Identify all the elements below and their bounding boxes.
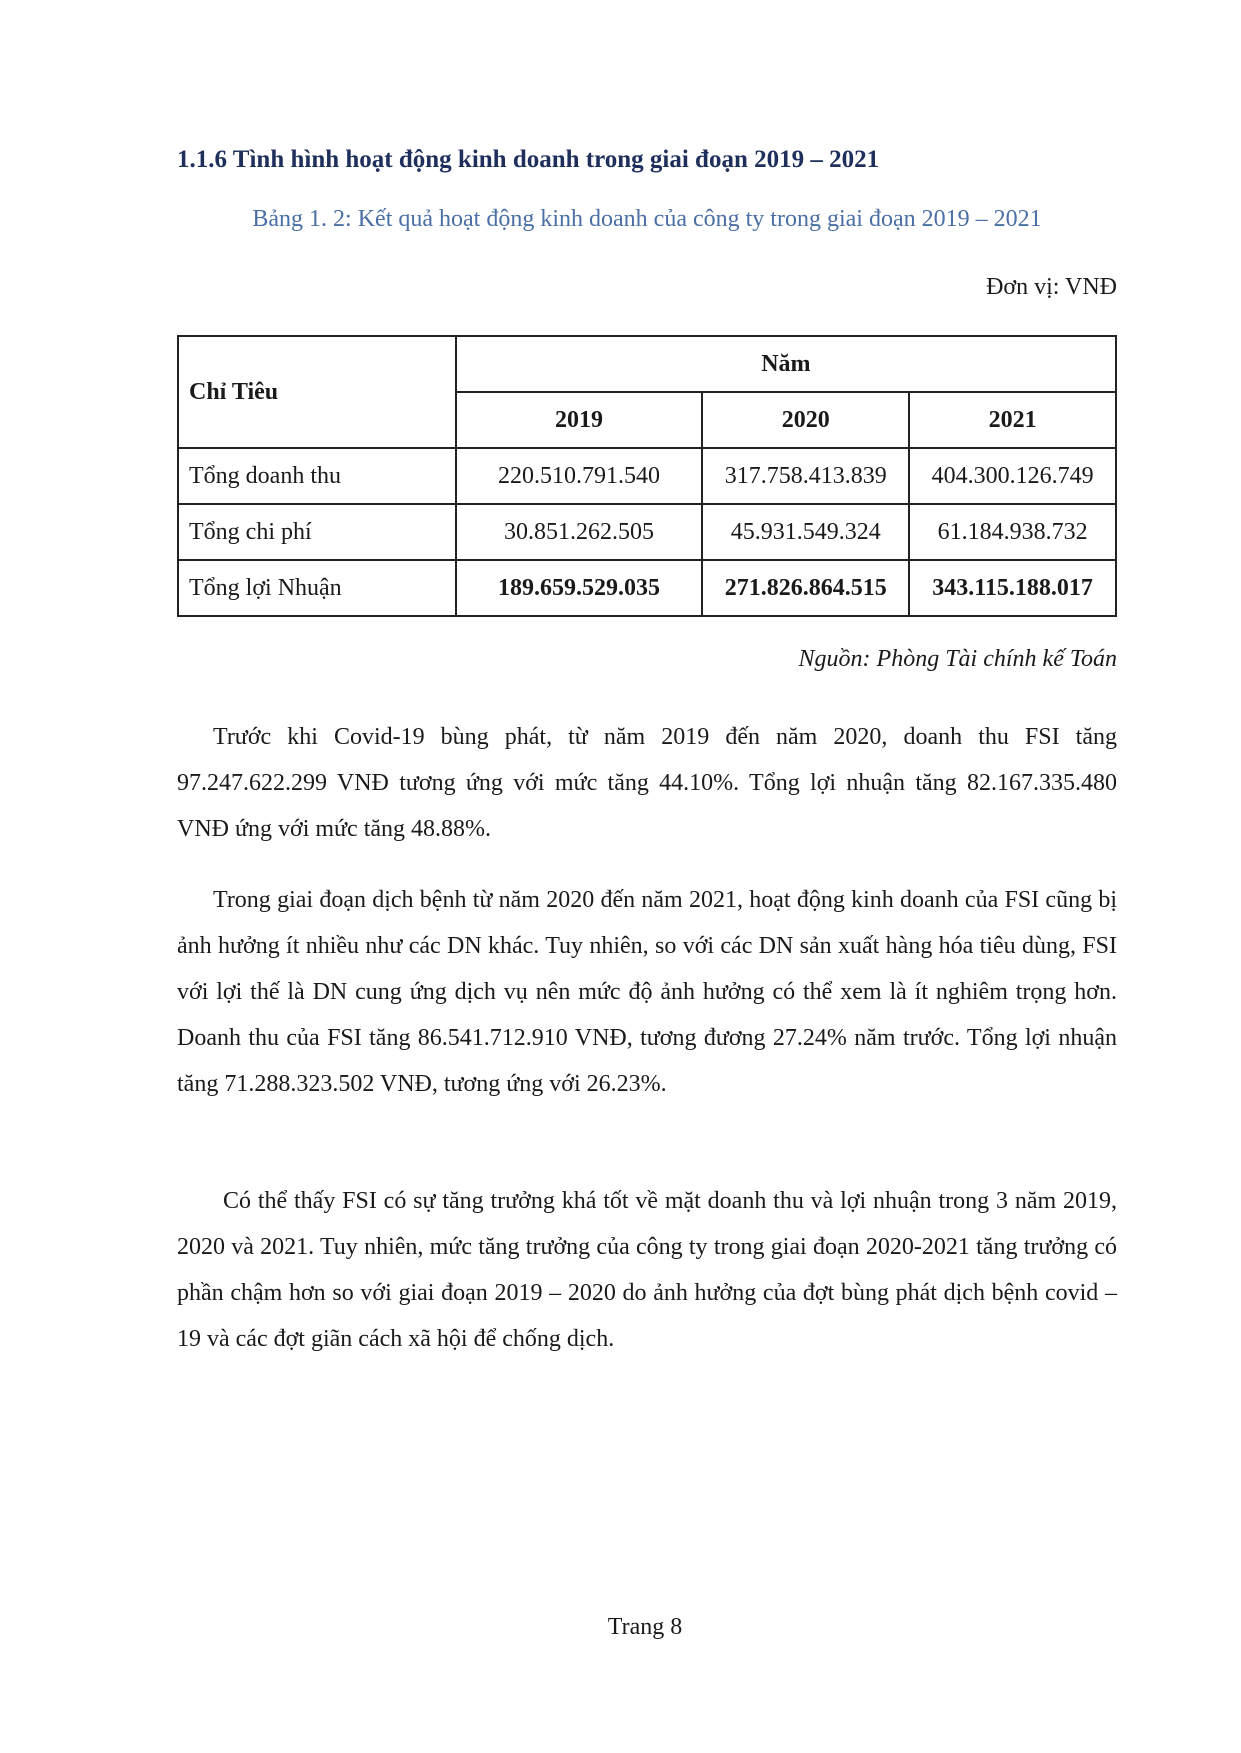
- table-row: [178, 560, 1116, 616]
- cell-value: 189.659.529.035: [456, 560, 703, 616]
- label-column-header: Chỉ Tiêu: [178, 336, 456, 448]
- year-header-2021: 2021: [909, 392, 1116, 448]
- row-label-cost: Tổng chi phí: [178, 504, 456, 560]
- section-heading: 1.1.6 Tình hình hoạt động kinh doanh trong giai đoạn 2019 – 2021: [177, 146, 880, 173]
- year-header-2019: 2019: [456, 392, 703, 448]
- cell-value: 317.758.413.839: [702, 448, 909, 504]
- cell-value: 220.510.791.540: [456, 448, 703, 504]
- cell-value: 404.300.126.749: [909, 448, 1116, 504]
- cell-value: 30.851.262.505: [456, 504, 703, 560]
- year-header-2020: 2020: [702, 392, 909, 448]
- table-caption: Bảng 1. 2: Kết quả hoạt động kinh doanh của công ty trong giai đoạn 2019 – 2021: [252, 206, 1042, 232]
- year-group-header: Năm: [456, 336, 1116, 392]
- table-source: Nguồn: Phòng Tài chính kế Toán: [798, 646, 1117, 672]
- cell-value: 343.115.188.017: [909, 560, 1116, 616]
- paragraph-pre-covid: Trước khi Covid-19 bùng phát, từ năm 2019 đến năm 2020, doanh thu FSI tăng 97.247.622.299 VNĐ tương ứng với mức tăng 44.10%. Tổng lợi nhuận tăng 82.167.335.480 VNĐ ứng với mức tăng 48.88%.: [177, 724, 1117, 842]
- business-results-table: [177, 335, 1117, 617]
- paragraph-conclusion: Có thể thấy FSI có sự tăng trưởng khá tốt về mặt doanh thu và lợi nhuận trong 3 năm 2019, 2020 và 2021. Tuy nhiên, mức tăng trưởng của công ty trong giai đoạn 2020-2021 tăng trưởng có phần chậm hơn so với giai đoạn 2019 – 2020 do ảnh hưởng của đợt bùng phát dịch bệnh covid – 19 và các đợt giãn cách xã hội để chống dịch.: [177, 1188, 1117, 1352]
- table-header-row: [178, 336, 1116, 392]
- cell-value: 45.931.549.324: [702, 504, 909, 560]
- row-label-revenue: Tổng doanh thu: [178, 448, 456, 504]
- unit-label: Đơn vị: VNĐ: [986, 274, 1117, 300]
- page-number: Trang 8: [607, 1614, 683, 1640]
- cell-value: 61.184.938.732: [909, 504, 1116, 560]
- table-row: [178, 448, 1116, 504]
- paragraph-pandemic-period: Trong giai đoạn dịch bệnh từ năm 2020 đến năm 2021, hoạt động kinh doanh của FSI cũng bị ảnh hưởng ít nhiều như các DN khác. Tuy nhiên, so với các DN sản xuất hàng hóa tiêu dùng, FSI với lợi thế là DN cung ứng dịch vụ nên mức độ ảnh hưởng có thể xem là ít nghiêm trọng hơn. Doanh thu của FSI tăng 86.541.712.910 VNĐ, tương đương 27.24% năm trước. Tổng lợi nhuận tăng 71.288.323.502 VNĐ, tương ứng với 26.23%.: [177, 887, 1117, 1097]
- row-label-profit: Tổng lợi Nhuận: [178, 560, 456, 616]
- cell-value: 271.826.864.515: [702, 560, 909, 616]
- table-row: [178, 504, 1116, 560]
